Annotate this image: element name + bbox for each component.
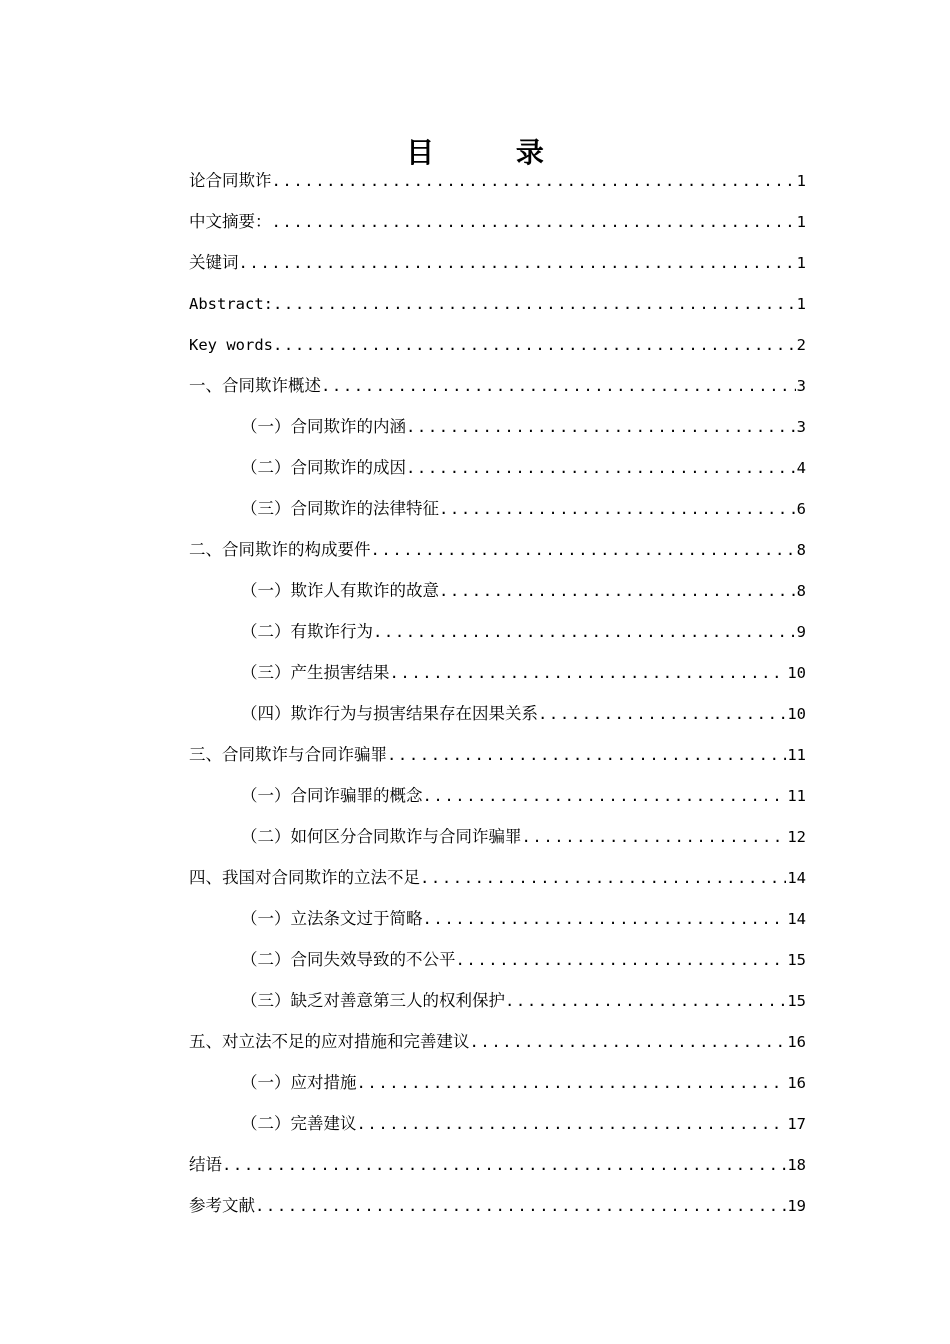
dot-leader [357, 1107, 787, 1141]
toc-entry[interactable] [189, 820, 806, 861]
table-of-contents [189, 164, 806, 1230]
dot-leader [272, 205, 796, 239]
toc-page-number: 14 [787, 869, 806, 887]
toc-entry[interactable] [189, 533, 806, 574]
page-title: 目 录 [406, 135, 580, 169]
toc-entry-title: （一）合同诈骗罪的概念 [241, 786, 423, 805]
dot-leader [321, 369, 796, 403]
toc-entry-title: （四）欺诈行为与损害结果存在因果关系 [241, 704, 538, 723]
toc-entry-title: 四、我国对合同欺诈的立法不足 [189, 868, 420, 887]
dot-leader [406, 410, 796, 444]
toc-page-number: 18 [787, 1156, 806, 1174]
toc-entry-title: （三）缺乏对善意第三人的权利保护 [241, 991, 505, 1010]
toc-page-number: 11 [787, 787, 806, 805]
toc-entry[interactable] [189, 451, 806, 492]
toc-page-number: 16 [787, 1074, 806, 1092]
dot-leader [423, 902, 787, 936]
toc-entry[interactable] [189, 615, 806, 656]
toc-page-number: 15 [787, 951, 806, 969]
toc-page-number: 17 [787, 1115, 806, 1133]
toc-entry[interactable] [189, 164, 806, 205]
dot-leader [255, 1189, 786, 1223]
toc-entry-title: 关键词 [189, 253, 239, 272]
toc-entry-title: 二、合同欺诈的构成要件 [189, 540, 371, 559]
dot-leader [357, 1066, 787, 1100]
toc-entry[interactable] [189, 697, 806, 738]
toc-entry-title: 三、合同欺诈与合同诈骗罪 [189, 745, 387, 764]
toc-entry-title: 中文摘要： [189, 212, 272, 231]
toc-entry-title: 结语 [189, 1155, 222, 1174]
toc-page-number: 4 [796, 459, 806, 477]
dot-leader [272, 164, 796, 198]
toc-page-number: 12 [787, 828, 806, 846]
toc-entry[interactable] [189, 779, 806, 820]
toc-entry[interactable] [189, 287, 806, 328]
toc-entry-title: 论合同欺诈 [189, 171, 272, 190]
toc-page-number: 8 [796, 582, 806, 600]
dot-leader [406, 451, 796, 485]
toc-page-number: 1 [796, 254, 806, 272]
toc-entry[interactable] [189, 984, 806, 1025]
toc-page-number: 8 [796, 541, 806, 559]
dot-leader [538, 697, 786, 731]
toc-entry[interactable] [189, 410, 806, 451]
toc-page-number: 6 [796, 500, 806, 518]
toc-entry-title: （一）合同欺诈的内涵 [241, 417, 406, 436]
toc-entry-title: Key words [189, 336, 273, 354]
toc-entry-title: （三）产生损害结果 [241, 663, 390, 682]
dot-leader [522, 820, 787, 854]
dot-leader [505, 984, 786, 1018]
toc-page-number: 10 [787, 664, 806, 682]
toc-page-number: 3 [796, 377, 806, 395]
dot-leader [470, 1025, 787, 1059]
dot-leader [423, 779, 787, 813]
dot-leader [273, 287, 796, 321]
toc-entry[interactable] [189, 205, 806, 246]
toc-page-number: 14 [787, 910, 806, 928]
toc-entry-title: （一）欺诈人有欺诈的故意 [241, 581, 439, 600]
toc-entry[interactable] [189, 1148, 806, 1189]
dot-leader [239, 246, 796, 280]
toc-entry[interactable] [189, 328, 806, 369]
toc-entry-title: （一）立法条文过于简略 [241, 909, 423, 928]
toc-page-number: 9 [796, 623, 806, 641]
toc-page-number: 2 [796, 336, 806, 354]
toc-page-number: 11 [787, 746, 806, 764]
dot-leader [456, 943, 787, 977]
toc-entry[interactable] [189, 1107, 806, 1148]
dot-leader [222, 1148, 786, 1182]
toc-entry[interactable] [189, 943, 806, 984]
dot-leader [387, 738, 786, 772]
toc-entry-title: （一）应对措施 [241, 1073, 357, 1092]
toc-entry[interactable] [189, 246, 806, 287]
toc-entry-title: （二）合同欺诈的成因 [241, 458, 406, 477]
dot-leader [439, 492, 796, 526]
toc-entry-title: 参考文献 [189, 1196, 255, 1215]
toc-entry-title: （二）完善建议 [241, 1114, 357, 1133]
dot-leader [371, 533, 796, 567]
dot-leader [420, 861, 786, 895]
toc-entry[interactable] [189, 1025, 806, 1066]
toc-entry-title: 五、对立法不足的应对措施和完善建议 [189, 1032, 470, 1051]
dot-leader [273, 328, 796, 362]
toc-entry-title: 一、合同欺诈概述 [189, 376, 321, 395]
toc-page-number: 19 [787, 1197, 806, 1215]
toc-entry[interactable] [189, 1189, 806, 1230]
toc-entry-title: （二）如何区分合同欺诈与合同诈骗罪 [241, 827, 522, 846]
toc-entry[interactable] [189, 1066, 806, 1107]
toc-entry[interactable] [189, 902, 806, 943]
toc-page-number: 1 [796, 295, 806, 313]
toc-entry[interactable] [189, 492, 806, 533]
toc-entry-title: （二）有欺诈行为 [241, 622, 373, 641]
dot-leader [373, 615, 796, 649]
toc-page-number: 3 [796, 418, 806, 436]
toc-entry[interactable] [189, 574, 806, 615]
toc-page-number: 10 [787, 705, 806, 723]
toc-entry[interactable] [189, 738, 806, 779]
toc-page-number: 16 [787, 1033, 806, 1051]
toc-entry[interactable] [189, 656, 806, 697]
toc-entry-title: （三）合同欺诈的法律特征 [241, 499, 439, 518]
dot-leader [390, 656, 787, 690]
toc-page-number: 15 [787, 992, 806, 1010]
toc-entry[interactable] [189, 861, 806, 902]
dot-leader [439, 574, 796, 608]
toc-page-number: 1 [796, 172, 806, 190]
toc-entry[interactable] [189, 369, 806, 410]
toc-page-number: 1 [796, 213, 806, 231]
toc-entry-title: （二）合同失效导致的不公平 [241, 950, 456, 969]
toc-entry-title: Abstract: [189, 295, 273, 313]
